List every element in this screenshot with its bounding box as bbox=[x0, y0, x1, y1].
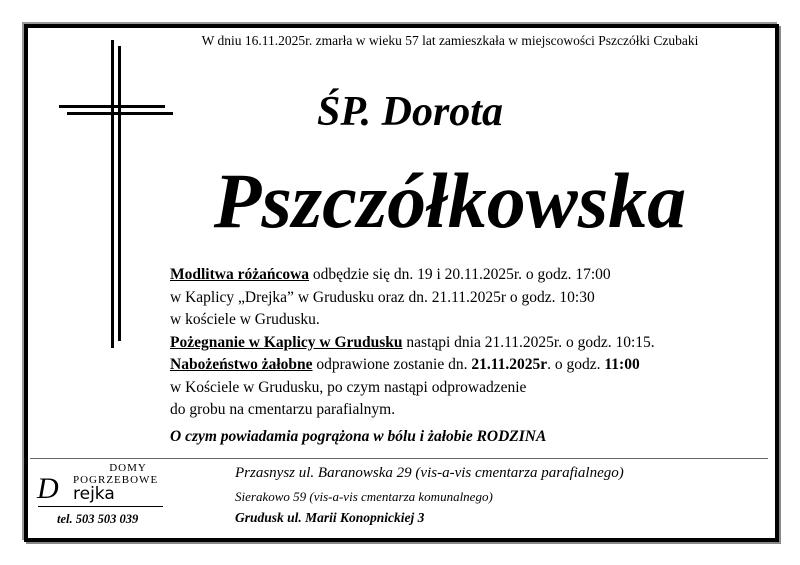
rosary-text-2: w Kaplicy „Drejka” w Grudusku oraz dn. 21.11.2025r o godz. 10:30 bbox=[170, 288, 595, 306]
logo-name: rejka bbox=[73, 484, 115, 504]
funeral-home-logo bbox=[35, 462, 165, 532]
logo-underline bbox=[38, 506, 163, 507]
deceased-surname: Pszczółkowska bbox=[213, 157, 687, 244]
ceremony-details bbox=[170, 264, 655, 422]
logo-monogram: D bbox=[37, 472, 59, 505]
service-text-3: do grobu na cmentarzu parafialnym. bbox=[170, 401, 396, 418]
address-sierakowo: Sierakowo 59 (vis-a-vis cmentarza komunalnego) bbox=[235, 489, 493, 504]
death-notice-header: W dniu 16.11.2025r. zmarła w wieku 57 lat zamieszkała w miejscowości Pszczółki Czubaki bbox=[201, 33, 699, 48]
logo-pogrzebowe: POGRZEBOWE bbox=[73, 474, 159, 486]
rosary-text: odbędzie się dn. 19 i 20.11.2025r. o godz. 17:00 bbox=[309, 266, 611, 283]
service-text-b: . o godz. bbox=[547, 356, 605, 373]
farewell-text: nastąpi dnia 21.11.2025r. o godz. 10:15. bbox=[402, 333, 655, 351]
rosary-text-3: w kościele w Grudusku. bbox=[170, 311, 320, 328]
logo-domy: DOMY bbox=[109, 462, 147, 474]
rosary-label: Modlitwa różańcowa bbox=[170, 266, 310, 283]
deceased-prefix-name: ŚP. Dorota bbox=[317, 89, 503, 135]
address-grudusk: Grudusk ul. Marii Konopnickiej 3 bbox=[235, 510, 425, 525]
service-time: 11:00 bbox=[604, 356, 640, 373]
family-line: O czym powiadamia pogrążona w bólu i żałobie RODZINA bbox=[170, 428, 547, 445]
phone-number: tel. 503 503 039 bbox=[57, 512, 139, 526]
service-label: Nabożeństwo żałobne bbox=[170, 356, 313, 373]
address-przasnysz: Przasnysz ul. Baranowska 29 (vis-a-vis cmentarza parafialnego) bbox=[235, 465, 624, 481]
service-date: 21.11.2025r bbox=[471, 356, 548, 373]
footer-divider bbox=[30, 458, 768, 459]
service-text-2: w Kościele w Grudusku, po czym nastąpi odprowadzenie bbox=[170, 378, 527, 396]
service-text: odprawione zostanie dn. bbox=[312, 356, 472, 373]
farewell-label: Pożegnanie w Kaplicy w Grudusku bbox=[170, 333, 403, 351]
